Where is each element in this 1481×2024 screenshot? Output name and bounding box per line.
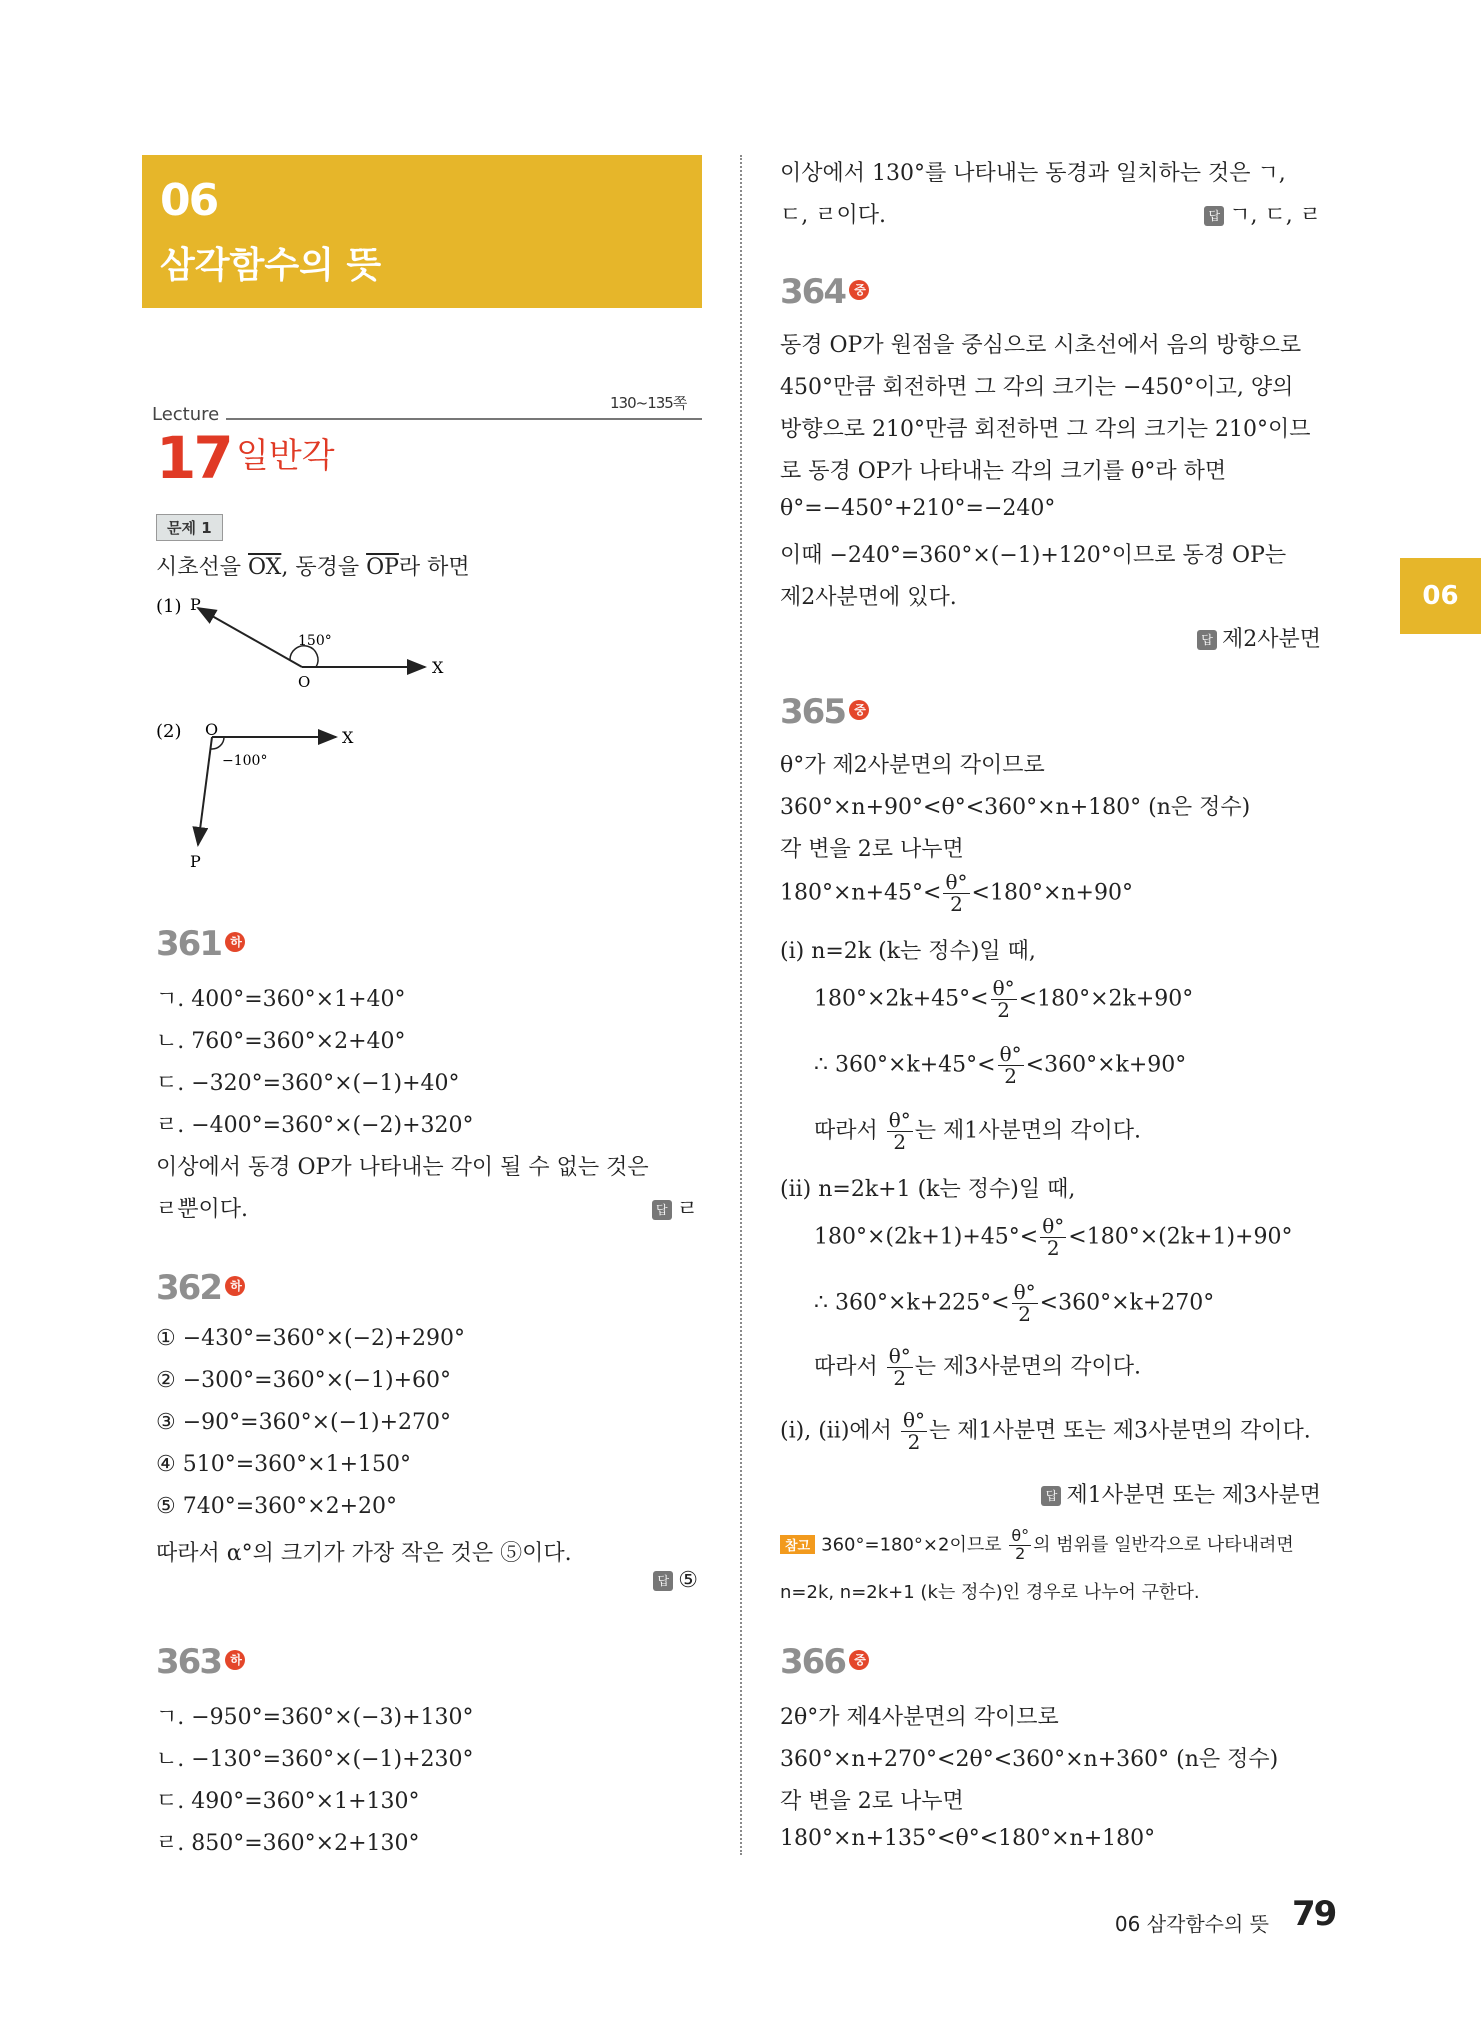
- s365-ineq-line: [814, 978, 1193, 1021]
- fraction-denominator: 2: [950, 892, 963, 916]
- s362-line: ① −430°=360°×(−2)+290°: [156, 1326, 466, 1351]
- fraction-denominator: 2: [893, 1366, 907, 1390]
- section-366-heading: [780, 1642, 869, 1682]
- fraction-denominator: 2: [907, 1430, 921, 1454]
- s364-line: 방향으로 210°만큼 회전하면 그 각의 크기는 210°이므: [780, 417, 1311, 442]
- ineq-right: <360°×k+90°: [1025, 1052, 1187, 1078]
- section-363-number: 363: [156, 1642, 221, 1682]
- page-number: 79: [1292, 1894, 1336, 1934]
- summary-post: 는 제1사분면 또는 제3사분면의 각이다.: [928, 1418, 1311, 1444]
- answer-icon: 답: [1041, 1486, 1061, 1506]
- fraction-numerator: θ°: [888, 1344, 911, 1368]
- problem1-text-post: 라 하면: [398, 555, 470, 580]
- section-364-number: 364: [780, 272, 845, 312]
- lecture-number: 17: [156, 424, 231, 492]
- s364-answer-value: 제2사분면: [1221, 627, 1321, 652]
- s365-line: θ°가 제2사분면의 각이므로: [780, 753, 1045, 778]
- ineq-right: <360°×k+270°: [1039, 1290, 1215, 1316]
- fig2-angle-label: −100°: [222, 753, 268, 769]
- s366-line: 180°×n+135°<θ°<180°×n+180°: [780, 1826, 1156, 1851]
- s363-answer: [1204, 198, 1321, 229]
- fig1-angle-label: 150°: [298, 633, 332, 649]
- chapter-header: [142, 155, 702, 308]
- fraction-numerator: θ°: [888, 1108, 911, 1132]
- chapter-title: 삼각함수의 뜻: [160, 245, 382, 286]
- s365-ineq-line: [780, 872, 1133, 915]
- level-badge: 중: [849, 700, 869, 720]
- s364-line: 로 동경 OP가 나타내는 각의 크기를 θ°라 하면: [780, 459, 1227, 484]
- s365-conclusion-line: [814, 1110, 1141, 1153]
- problem-tag: 문제 1: [156, 514, 223, 541]
- footer-chapter: 06 삼각함수의 뜻: [1114, 1912, 1269, 1936]
- fraction-numerator: θ°: [992, 976, 1015, 1000]
- fraction-numerator: θ°: [999, 1042, 1022, 1066]
- s361-line: ㄴ. 760°=360°×2+40°: [156, 1029, 406, 1054]
- fraction-numerator: θ°: [945, 870, 968, 894]
- s365-line: 360°×n+90°<θ°<360°×n+180° (n은 정수): [780, 795, 1251, 820]
- ineq-left: 180°×(2k+1)+45°<: [814, 1224, 1039, 1250]
- angle-figure-2: [150, 715, 370, 880]
- fig2-x-label: X: [342, 728, 354, 747]
- fraction-denominator: 2: [1004, 1064, 1017, 1088]
- s361-line: ㄹ. −400°=360°×(−2)+320°: [156, 1113, 474, 1138]
- fraction-denominator: 2: [1018, 1302, 1031, 1326]
- problem1-text-mid: , 동경을: [281, 555, 367, 580]
- fraction-denominator: 2: [893, 1130, 907, 1154]
- fraction-numerator: θ°: [902, 1408, 925, 1432]
- chapter-side-tab: 06: [1400, 558, 1481, 634]
- s365-ineq-line: [814, 1216, 1292, 1259]
- s364-line: 450°만큼 회전하면 그 각의 크기는 −450°이고, 양의: [780, 375, 1294, 400]
- section-361-number: 361: [156, 924, 221, 964]
- vector-op: $\overline{OP}$: [366, 555, 399, 580]
- s364-line: θ°=−450°+210°=−240°: [780, 496, 1056, 521]
- fig1-o-label: O: [298, 673, 311, 690]
- section-364-heading: [780, 272, 869, 312]
- fig2-p-label: P: [190, 852, 201, 871]
- ineq-left: 180°×2k+45°<: [814, 986, 989, 1012]
- s364-line: 이때 −240°=360°×(−1)+120°이므로 동경 OP는: [780, 543, 1287, 568]
- fraction: [998, 1044, 1024, 1087]
- section-361-heading: [156, 924, 245, 964]
- fig1-x-label: X: [432, 658, 444, 677]
- s365-line: (ii) n=2k+1 (k는 정수)일 때,: [780, 1177, 1076, 1202]
- fraction: [943, 872, 969, 915]
- s364-line: 제2사분면에 있다.: [780, 585, 957, 610]
- fig1-label: (1): [156, 596, 182, 617]
- s365-line: (i) n=2k (k는 정수)일 때,: [780, 939, 1036, 964]
- fig1-terminal-side: [198, 608, 302, 667]
- fraction: [887, 1346, 913, 1389]
- section-362-heading: [156, 1268, 245, 1308]
- s361-answer-value: ㄹ: [676, 1197, 698, 1222]
- fraction: [887, 1110, 913, 1153]
- fraction-numerator: θ°: [1011, 1526, 1030, 1545]
- level-badge: 하: [225, 1276, 245, 1296]
- s365-summary-line: [780, 1410, 1311, 1453]
- ineq-right: <180°×2k+90°: [1018, 986, 1194, 1012]
- s363-line: ㄷ. 490°=360°×1+130°: [156, 1789, 420, 1814]
- s365-note-line2: n=2k, n=2k+1 (k는 정수)인 경우로 나누어 구한다.: [780, 1582, 1200, 1603]
- section-363-heading: [156, 1642, 245, 1682]
- section-365-heading: [780, 692, 869, 732]
- column-divider: [740, 155, 742, 1855]
- s363-line: ㄱ. −950°=360°×(−3)+130°: [156, 1705, 474, 1730]
- lecture-rule: [226, 418, 702, 420]
- s365-answer-value: 제1사분면 또는 제3사분면: [1066, 1483, 1321, 1508]
- fraction-denominator: 2: [1015, 1543, 1026, 1563]
- s365-conclusion-line: [814, 1346, 1141, 1389]
- lecture-pages: 130~135쪽: [610, 394, 687, 412]
- problem1-text: [156, 550, 470, 581]
- vector-ox: $\overline{OX}$: [248, 555, 282, 580]
- fraction-numerator: θ°: [1013, 1280, 1036, 1304]
- s365-line: 각 변을 2로 나누면: [780, 837, 964, 862]
- lecture-label: Lecture: [152, 404, 220, 425]
- s365-ineq-line: [814, 1282, 1214, 1325]
- ineq-right: <180°×n+90°: [971, 880, 1133, 906]
- s365-answer: [1041, 1478, 1321, 1509]
- note-text-pre: 360°=180°×2이므로: [821, 1534, 1008, 1556]
- s361-answer: [652, 1192, 698, 1223]
- ineq-right: <180°×(2k+1)+90°: [1068, 1224, 1293, 1250]
- fraction: [991, 978, 1017, 1021]
- s362-line: 따라서 α°의 크기가 가장 작은 것은 ⑤이다.: [156, 1541, 572, 1566]
- fraction-denominator: 2: [1046, 1236, 1060, 1260]
- s362-line: ③ −90°=360°×(−1)+270°: [156, 1410, 452, 1435]
- answer-icon: 답: [1197, 630, 1217, 650]
- level-badge: 하: [225, 932, 245, 952]
- s365-ineq-line: [814, 1044, 1186, 1087]
- fig1-p-label: P: [190, 595, 201, 614]
- s366-line: 각 변을 2로 나누면: [780, 1789, 964, 1814]
- s364-line: 동경 OP가 원점을 중심으로 시초선에서 음의 방향으로: [780, 333, 1302, 358]
- chapter-number: 06: [160, 175, 218, 226]
- ineq-left: 180°×n+45°<: [780, 880, 942, 906]
- angle-figure-1: [150, 590, 450, 690]
- s362-line: ② −300°=360°×(−1)+60°: [156, 1368, 452, 1393]
- section-362-number: 362: [156, 1268, 221, 1308]
- s363-line: ㄹ. 850°=360°×2+130°: [156, 1831, 420, 1856]
- fig2-o-label: O: [205, 720, 219, 739]
- s362-answer: [653, 1568, 698, 1593]
- fig2-terminal-side: [198, 737, 212, 845]
- note-text-post: 의 범위를 일반각으로 나타내려면: [1033, 1534, 1294, 1556]
- conclusion-pre: 따라서: [814, 1354, 885, 1380]
- level-badge: 중: [849, 1650, 869, 1670]
- s361-line: 이상에서 동경 OP가 나타내는 각이 될 수 없는 것은: [156, 1155, 649, 1180]
- answer-icon: 답: [1204, 206, 1224, 226]
- s362-answer-value: ⑤: [678, 1568, 698, 1593]
- conclusion-pre: 따라서: [814, 1118, 885, 1144]
- conclusion-post: 는 제3사분면의 각이다.: [914, 1354, 1142, 1380]
- answer-icon: 답: [652, 1200, 672, 1220]
- fraction: [1009, 1528, 1031, 1563]
- section-365-number: 365: [780, 692, 845, 732]
- s363-cont-line: 이상에서 130°를 나타내는 동경과 일치하는 것은 ㄱ,: [780, 161, 1286, 186]
- fig2-label: (2): [156, 721, 182, 742]
- s361-line: ㄹ뿐이다.: [156, 1197, 249, 1222]
- s361-line: ㄷ. −320°=360°×(−1)+40°: [156, 1071, 460, 1096]
- s363-cont-line: ㄷ, ㄹ이다.: [780, 203, 886, 228]
- summary-pre: (i), (ii)에서: [780, 1418, 899, 1444]
- fraction: [1040, 1216, 1066, 1259]
- section-366-number: 366: [780, 1642, 845, 1682]
- fraction: [1012, 1282, 1038, 1325]
- ineq-left: ∴ 360°×k+45°<: [814, 1052, 996, 1078]
- s363-answer-value: ㄱ, ㄷ, ㄹ: [1229, 203, 1321, 228]
- problem1-text-pre: 시초선을: [156, 555, 249, 580]
- s362-line: ④ 510°=360°×1+150°: [156, 1452, 411, 1477]
- s365-note: [780, 1528, 1294, 1563]
- fraction-numerator: θ°: [1042, 1214, 1065, 1238]
- s361-line: ㄱ. 400°=360°×1+40°: [156, 987, 406, 1012]
- note-tag: 참고: [780, 1535, 815, 1554]
- ineq-left: ∴ 360°×k+225°<: [814, 1290, 1010, 1316]
- s366-line: 360°×n+270°<2θ°<360°×n+360° (n은 정수): [780, 1747, 1279, 1772]
- answer-icon: 답: [653, 1571, 673, 1591]
- level-badge: 하: [225, 1650, 245, 1670]
- fraction-denominator: 2: [997, 998, 1011, 1022]
- s364-answer: [1197, 622, 1321, 653]
- s366-line: 2θ°가 제4사분면의 각이므로: [780, 1705, 1059, 1730]
- lecture-title: 일반각: [236, 436, 335, 476]
- s363-line: ㄴ. −130°=360°×(−1)+230°: [156, 1747, 474, 1772]
- fraction: [901, 1410, 927, 1453]
- s362-line: ⑤ 740°=360°×2+20°: [156, 1494, 397, 1519]
- level-badge: 중: [849, 280, 869, 300]
- conclusion-post: 는 제1사분면의 각이다.: [914, 1118, 1142, 1144]
